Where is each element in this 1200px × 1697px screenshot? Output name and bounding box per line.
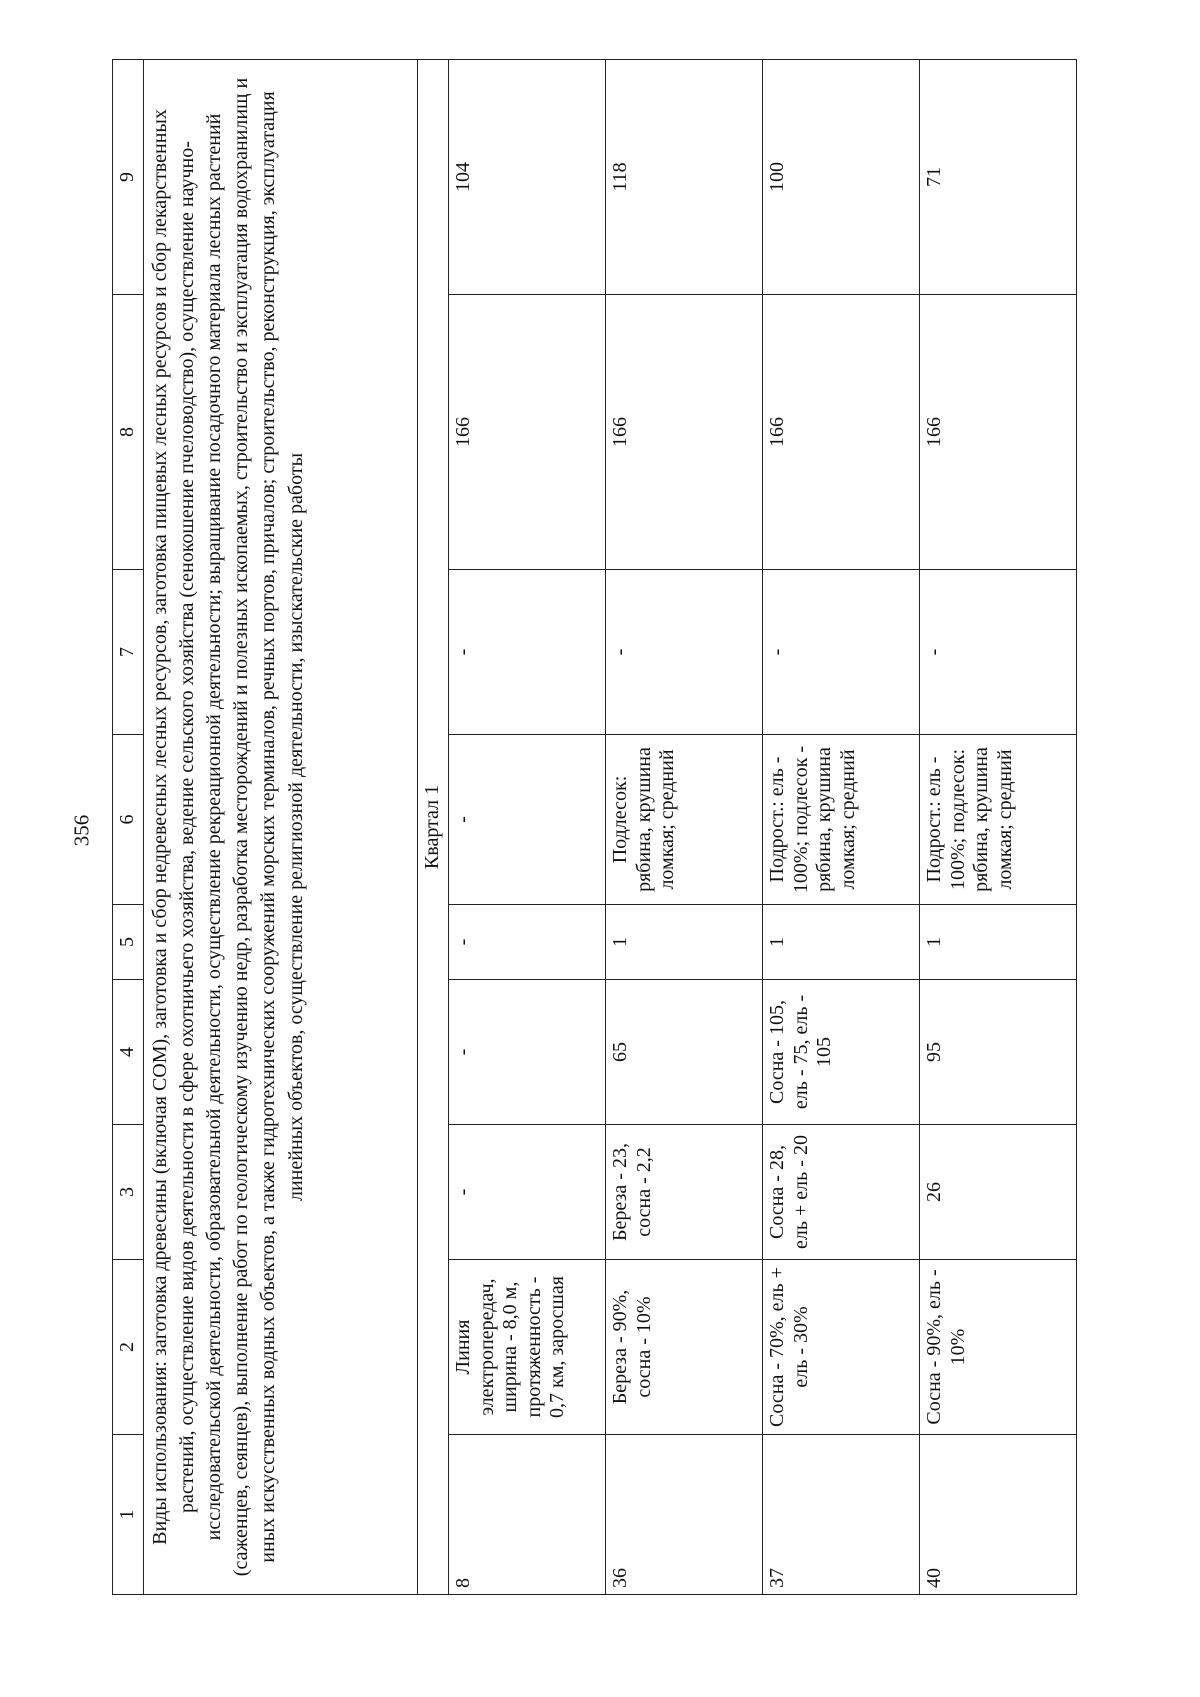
column-header: 1: [113, 1435, 144, 1595]
cell-col9: 118: [606, 60, 763, 295]
cell-col7: -: [606, 570, 763, 735]
usage-types-text: Виды использования: заготовка древесины (включая СОМ), заготовка и сбор недревесных лесных ресурсов, заготовка пищевых лесных ресурсов и сбор лекарственных растений, осуществление видов деятельности в сфере охотничьего хозяйства, ведение сельского хозяйства (сенокошение пчеловодство), осуществление научно-исследовательской деятельности, образовательной деятельности, осуществление рекреационной деятельности; выращивание посадочного материала лесных растений (саженцев, сеянцев), выполнение работ по геологическому изучению недр, разработка месторождений и полезных ископаемых, строительство и эксплуатация водохранилищ и иных искусственных водных объектов, а также гидротехнических сооружений морских терминалов, речных портов, причалов; строительство, реконструкция, эксплуатация линейных объектов, осуществление религиозной деятельности, изыскательские работы: [143, 60, 417, 1595]
rotated-table-container: [112, 60, 1077, 1595]
cell-age: 65: [606, 980, 763, 1125]
column-header: 2: [113, 1260, 144, 1435]
cell-col8: 166: [606, 295, 763, 570]
cell-col8: 166: [763, 295, 920, 570]
section-row: [418, 60, 449, 1595]
cell-undergrowth: Подрост.: ель - 100%; подлесок - рябина, крушина ломкая; средний: [763, 735, 920, 905]
cell-age: -: [449, 980, 606, 1125]
cell-col7: -: [920, 570, 1077, 735]
cell-class: -: [449, 905, 606, 980]
cell-composition: Сосна - 70%, ель + ель - 30%: [763, 1260, 920, 1435]
cell-height: Сосна - 28, ель + ель - 20: [763, 1125, 920, 1260]
cell-plot-number: 37: [763, 1435, 920, 1595]
cell-composition: Сосна - 90%, ель - 10%: [920, 1260, 1077, 1435]
cell-composition: Линия электропередач, ширина - 8,0 м, протяженность - 0,7 км, заросшая: [449, 1260, 606, 1435]
table-row: [763, 60, 920, 1595]
cell-age: 95: [920, 980, 1077, 1125]
cell-height: 26: [920, 1125, 1077, 1260]
cell-age: Сосна - 105, ель - 75, ель - 105: [763, 980, 920, 1125]
cell-col7: -: [763, 570, 920, 735]
cell-plot-number: 8: [449, 1435, 606, 1595]
cell-plot-number: 36: [606, 1435, 763, 1595]
cell-composition: Береза - 90%, сосна - 10%: [606, 1260, 763, 1435]
cell-class: 1: [606, 905, 763, 980]
column-header: 6: [113, 735, 144, 905]
cell-undergrowth: Подлесок: рябина, крушина ломкая; средний: [606, 735, 763, 905]
cell-col7: -: [449, 570, 606, 735]
rotated-table-inner: [112, 60, 1077, 1595]
cell-col8: 166: [449, 295, 606, 570]
cell-undergrowth: -: [449, 735, 606, 905]
cell-col9: 71: [920, 60, 1077, 295]
cell-height: Береза - 23, сосна - 2,2: [606, 1125, 763, 1260]
cell-undergrowth: Подрост.: ель - 100%; подлесок: рябина, крушина ломкая; средний: [920, 735, 1077, 905]
cell-class: 1: [920, 905, 1077, 980]
cell-class: 1: [763, 905, 920, 980]
section-title: Квартал 1: [418, 60, 449, 1595]
usage-types-row: [143, 60, 417, 1595]
cell-col9: 100: [763, 60, 920, 295]
table-row: [920, 60, 1077, 1595]
cell-height: -: [449, 1125, 606, 1260]
column-header: 4: [113, 980, 144, 1125]
cell-plot-number: 40: [920, 1435, 1077, 1595]
column-header: 9: [113, 60, 144, 295]
table-row: [606, 60, 763, 1595]
column-header: 8: [113, 295, 144, 570]
column-header: 5: [113, 905, 144, 980]
column-header: 3: [113, 1125, 144, 1260]
cell-col8: 166: [920, 295, 1077, 570]
cell-col9: 104: [449, 60, 606, 295]
page-number: 356: [69, 814, 94, 847]
column-header: 7: [113, 570, 144, 735]
column-number-row: [113, 60, 144, 1595]
table-row: [449, 60, 606, 1595]
forest-plot-table: [112, 59, 1077, 1595]
